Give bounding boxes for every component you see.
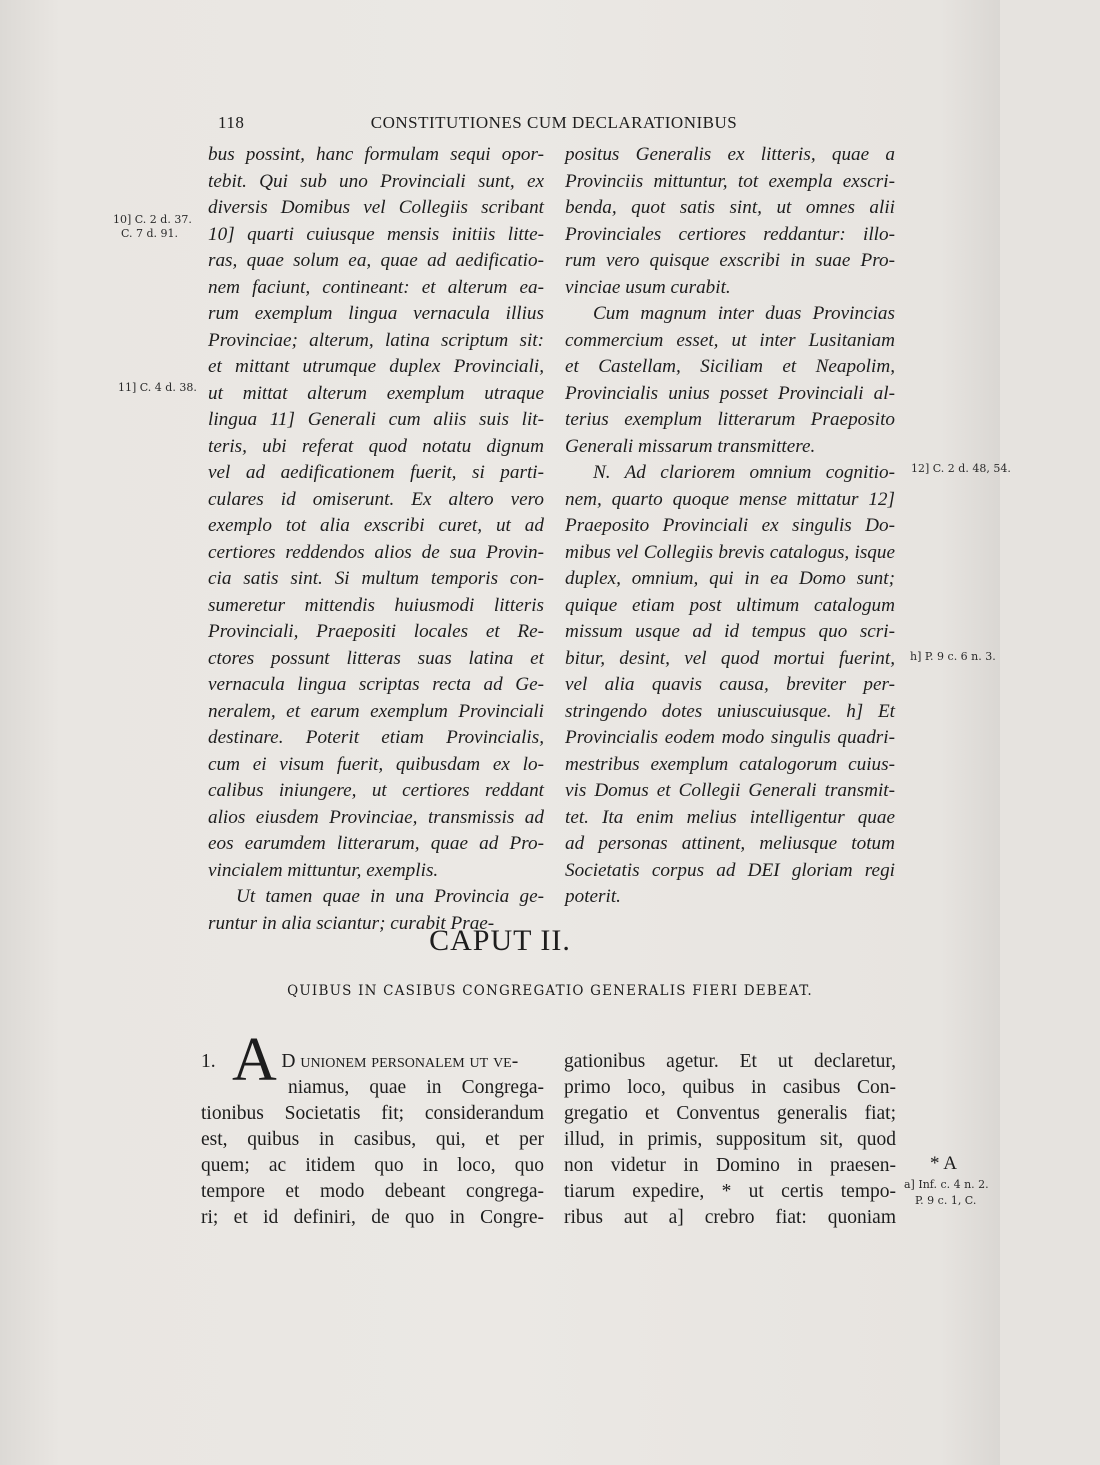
- left-column-line: destinare. Poterit etiam Provincialis,: [208, 727, 544, 748]
- running-title: CONSTITUTIONES CUM DECLARATIONIBUS: [370, 113, 738, 132]
- right-column-line: mibus vel Collegiis brevis catalogus, isque: [565, 541, 895, 563]
- right-column-line: quique etiam post ultimum catalogum: [565, 594, 895, 616]
- left-column-line: vincialem mittuntur, exemplis.: [208, 859, 439, 881]
- margin-note-10a: 10] C. 2 d. 37.: [113, 213, 192, 226]
- body-right-line: gregatio et Conventus generalis fiat;: [564, 1103, 896, 1124]
- left-column-line: ras, quae solum ea, quae ad aedificatio-: [208, 250, 544, 271]
- left-column-line: Ut tamen quae in una Provincia ge-: [236, 886, 544, 907]
- left-column-line: cum ei visum fuerit, quibusdam ex lo-: [208, 753, 544, 775]
- left-column-line: teris, ubi referat quod notatu dignum: [208, 435, 544, 457]
- right-column-line: Provincialis unius posset Provinciali al-: [565, 382, 895, 404]
- body-right-column: [564, 1049, 896, 1231]
- left-column-line: neralem, et earum exemplum Provinciali: [208, 700, 544, 722]
- right-column-line: mestribus exemplum catalogorum cuius-: [565, 753, 895, 775]
- left-column-line: bus possint, hanc formulam sequi opor-: [208, 144, 544, 165]
- body-left-line: tempore et modo debeant congrega-: [201, 1181, 544, 1202]
- left-column-line: calibus iniungere, ut certiores reddant: [208, 780, 544, 801]
- right-column-line: stringendo dotes uniuscuiusque. h] Et: [565, 700, 895, 722]
- left-column-line: 10] quarti cuiusque mensis initiis litte-: [208, 223, 544, 245]
- left-column-line: nem faciunt, contineant: et alterum ea-: [208, 276, 544, 298]
- body-right-line: non videtur in Domino in praesen-: [564, 1155, 896, 1176]
- left-column-line: diversis Domibus vel Collegiis scribant: [208, 197, 544, 218]
- left-column-line: rum exemplum lingua vernacula illius: [208, 303, 544, 324]
- margin-note-a2: P. 9 c. 1, C.: [915, 1194, 977, 1207]
- left-column-line: vel ad aedificationem fuerit, si parti-: [208, 462, 544, 483]
- body-right-line: primo loco, quibus in casibus Con-: [564, 1077, 896, 1098]
- left-column-line: ctores possunt litteras suas latina et: [208, 647, 544, 669]
- right-column-line: et Castellam, Siciliam et Neapolim,: [565, 356, 895, 377]
- right-column-line: Generali missarum transmittere.: [565, 435, 816, 457]
- margin-note-h: h] P. 9 c. 6 n. 3.: [910, 650, 996, 663]
- left-column-line: eos earumdem litterarum, quae ad Pro-: [208, 833, 544, 854]
- right-column-line: rum vero quisque exscribi in suae Pro-: [565, 250, 895, 271]
- right-column-line: commercium esset, ut inter Lusitaniam: [565, 329, 895, 351]
- body-left-line: tionibus Societatis fit; considerandum: [201, 1103, 544, 1124]
- left-column-line: tebit. Qui sub uno Provinciali sunt, ex: [208, 170, 544, 192]
- left-column-line: vernacula lingua scriptas recta ad Ge-: [208, 674, 544, 695]
- right-column-line: terius exemplum litterarum Praeposito: [565, 409, 895, 430]
- body-left-line-2: niamus, quae in Congrega-: [288, 1077, 544, 1098]
- right-column-line: Provincialis eodem modo singulis quadri-: [565, 727, 895, 748]
- left-column-line: ut mittat alterum exemplum utraque: [208, 382, 544, 404]
- body-right-line: ribus aut a] crebro fiat: quoniam: [564, 1207, 896, 1228]
- right-column-line: ad personas attinent, meliusque totum: [565, 833, 895, 854]
- body-right-line: illud, in primis, suppositum sit, quod: [564, 1129, 896, 1150]
- right-column-line: poterit.: [565, 886, 621, 907]
- right-column-line: Societatis corpus ad DEI gloriam regi: [565, 859, 895, 881]
- margin-note-12: 12] C. 2 d. 48, 54.: [911, 462, 1011, 475]
- left-column-line: runtur in alia sciantur; curabit Prae-: [208, 912, 495, 934]
- left-column-line: certiores reddendos alios de sua Provin-: [208, 541, 544, 563]
- body-left-line: ri; et id definiri, de quo in Congre-: [201, 1207, 544, 1228]
- margin-note-star: * A: [930, 1153, 957, 1174]
- right-column: [565, 142, 895, 911]
- body-right-line: gationibus agetur. Et ut declaretur,: [564, 1051, 896, 1072]
- right-column-line: Cum magnum inter duas Provincias: [593, 303, 895, 324]
- margin-note-11: 11] C. 4 d. 38.: [118, 381, 197, 394]
- left-column-line: lingua 11] Generali cum aliis suis lit-: [208, 409, 544, 430]
- right-column-line: Praeposito Provinciali ex singulis Do-: [565, 515, 895, 536]
- drop-cap: A: [232, 1026, 277, 1094]
- right-column-line: nem, quarto quoque mense mittatur 12]: [565, 488, 895, 510]
- left-column: [208, 142, 544, 937]
- chapter-subtitle: QUIBUS IN CASIBUS CONGREGATIO GENERALIS FIERI DEBEAT.: [287, 983, 813, 999]
- paragraph-number: 1.: [201, 1051, 216, 1072]
- left-column-line: Provinciali, Praepositi locales et Re-: [208, 621, 544, 642]
- left-column-line: sumeretur mittendis huiusmodi litteris: [208, 594, 544, 616]
- right-column-line: missum usque ad id tempus quo scri-: [565, 621, 895, 642]
- page-number: 118: [218, 113, 245, 132]
- body-right-line: tiarum expedire, * ut certis tempo-: [564, 1181, 896, 1202]
- left-column-line: Provinciae; alterum, latina scriptum sit:: [208, 329, 544, 351]
- right-column-line: Provinciis mittuntur, tot exempla exscri-: [565, 170, 895, 192]
- right-column-line: tet. Ita enim melius intelligentur quae: [565, 806, 895, 828]
- right-column-line: vis Domus et Collegii Generali transmit-: [565, 780, 895, 801]
- right-column-line: vinciae usum curabit.: [565, 276, 731, 298]
- body-left-line: est, quibus in casibus, qui, et per: [201, 1129, 544, 1150]
- body-left-first-rest: D unionem personalem ut ve-: [281, 1051, 519, 1072]
- right-column-line: positus Generalis ex litteris, quae a: [565, 144, 895, 165]
- right-column-line: vel alia quavis causa, breviter per-: [565, 674, 895, 695]
- body-left-line: quem; ac itidem quo in loco, quo: [201, 1155, 544, 1176]
- running-head: [218, 113, 890, 139]
- margin-note-10b: C. 7 d. 91.: [121, 227, 179, 240]
- right-column-line: bitur, desint, vel quod mortui fuerint,: [565, 647, 895, 669]
- left-column-line: alios eiusdem Provinciae, transmissis ad: [208, 806, 544, 828]
- right-column-line: benda, quot satis sint, ut omnes alii: [565, 197, 895, 218]
- left-column-line: cia satis sint. Si multum temporis con-: [208, 568, 544, 589]
- left-column-line: exemplo tot alia exscribi curet, ut ad: [208, 515, 544, 536]
- margin-note-a1: a] Inf. c. 4 n. 2.: [904, 1178, 989, 1191]
- right-column-line: N. Ad clariorem omnium cognitio-: [593, 462, 895, 483]
- right-column-line: duplex, omnium, qui in ea Domo sunt;: [565, 568, 895, 589]
- chapter-title: CAPUT II.: [429, 924, 571, 957]
- right-column-line: Provinciales certiores reddantur: illo-: [565, 223, 895, 245]
- left-column-line: et mittant utrumque duplex Provinciali,: [208, 356, 544, 377]
- left-column-line: culares id omiserunt. Ex altero vero: [208, 488, 544, 510]
